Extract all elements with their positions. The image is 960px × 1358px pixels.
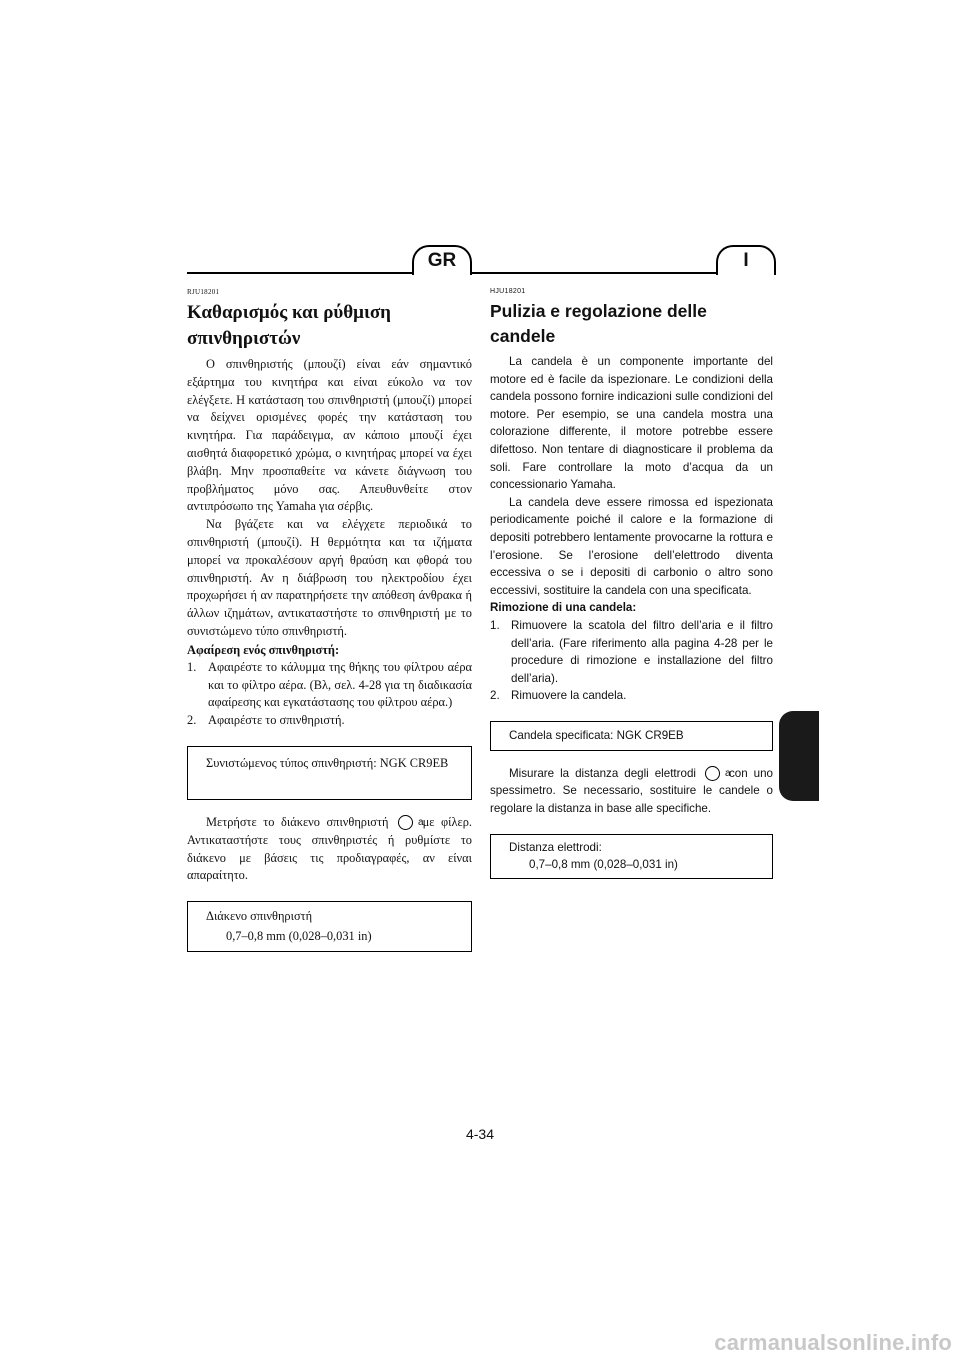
title-line-2: candele bbox=[490, 326, 556, 346]
spec-box bbox=[187, 746, 472, 800]
step-text: Αφαιρέστε το σπινθηριστή. bbox=[208, 713, 345, 728]
step-text: Rimuovere la scatola del filtro dell’aria e il filtro dell’aria. (Fare riferimento alla pagina 4-28 per le procedure di rimozione e installazione del filtro dell’aria). bbox=[511, 618, 773, 685]
step-number: 1. bbox=[490, 618, 500, 632]
gap-spec-box bbox=[490, 834, 773, 879]
step-text: Αφαιρέστε το κάλυμμα της θήκης του φίλτρου αέρα και το φίλτρο αέρα. (Βλ, σελ. 4-28 για τη διαδικασία αφαίρεσης και εγκατάστασης του φίλτρου αέρα.) bbox=[208, 659, 472, 710]
steps-list bbox=[187, 659, 472, 730]
section-code: HJU18201 bbox=[490, 288, 526, 295]
measure-text-after: con uno spessimetro. Se necessario, sostituire le candele o regolare la distanza in base alle specifiche. bbox=[490, 766, 773, 816]
step-number: 2. bbox=[490, 689, 500, 703]
paragraph-1: La candela è un componente importante del motore ed è facile da ispezionare. Le condizioni della candela possono fornire indicazioni sulle condizioni del motore. Per esempio, se una candela mostra una colorazione differente, il motore potrebbe essere difettoso. Non tentare di diagnosticare il problema da soli. Fare controllare la moto d’acqua da un concessionario Yamaha. bbox=[490, 355, 773, 492]
title-line-1: Pulizia e regolazione delle bbox=[490, 301, 707, 321]
language-badge-italian: I bbox=[716, 245, 776, 275]
italian-column bbox=[490, 288, 773, 879]
title-line-2: σπινθηριστών bbox=[187, 328, 301, 349]
title-line-1: Καθαρισμός και ρύθμιση bbox=[187, 302, 391, 323]
measure-paragraph bbox=[187, 814, 472, 885]
list-item bbox=[490, 687, 773, 705]
gap-value: 0,7–0,8 mm (0,028–0,031 in) bbox=[226, 929, 372, 944]
measure-paragraph bbox=[490, 765, 773, 818]
greek-column bbox=[187, 288, 472, 952]
page-number: 4-34 bbox=[465, 1126, 495, 1142]
spec-text: Συνιστώμενος τύπος σπινθηριστή: NGK CR9EB bbox=[206, 755, 449, 770]
list-item bbox=[187, 712, 472, 730]
section-code: RJU18201 bbox=[187, 288, 220, 296]
step-text: Rimuovere la candela. bbox=[511, 689, 627, 703]
steps-list bbox=[490, 617, 773, 705]
section-title bbox=[187, 300, 472, 352]
spec-box bbox=[490, 721, 773, 751]
gap-label: Διάκενο σπινθηριστή bbox=[206, 909, 313, 924]
marker-a-icon: a bbox=[705, 766, 720, 781]
gap-value: 0,7–0,8 mm (0,028–0,031 in) bbox=[529, 858, 678, 872]
chapter-tab bbox=[779, 711, 819, 801]
measure-text-before: Misurare la distanza degli elettrodi bbox=[509, 766, 696, 780]
spec-text: Candela specificata: NGK CR9EB bbox=[509, 728, 684, 742]
header-rule bbox=[187, 272, 774, 274]
subheading: Rimozione di una candela: bbox=[490, 601, 637, 615]
watermark: carmanualsonline.info bbox=[714, 1330, 952, 1355]
step-number: 1. bbox=[187, 659, 197, 674]
paragraph-1: Ο σπινθηριστής (μπουζί) είναι εάν σημαντικό εξάρτημα του κινητήρα και είναι εύκολο να τον ελέγξετε. Η κατάσταση του σπινθηριστή (μπουζί) μπορεί να δείχνει ορισμένες φορές την κατάσταση του κινητήρα. Για παράδειγμα, αν κάποιο μπουζί έχει αισθητά διαφορετικό χρώμα, ο κινητήρας μπορεί να έχει βλάβη. Μην προσπαθείτε να κάνετε διάγνωση του προβλήματος μόνο σας. Απευθυνθείτε στον αντιπρόσωπο της Yamaha για σέρβις. bbox=[187, 357, 472, 514]
gap-label: Distanza elettrodi: bbox=[509, 840, 602, 854]
section-title bbox=[490, 299, 773, 349]
step-number: 2. bbox=[187, 713, 197, 728]
subheading: Αφαίρεση ενός σπινθηριστή: bbox=[187, 642, 340, 657]
paragraph-2: Να βγάζετε και να ελέγχετε περιοδικά το σπινθηριστή (μπουζί). Η θερμότητα και τα ιζήματα μπορεί να προκαλέσουν αργή θραύση και φθορά του σπινθηριστή. Αν η διάβρωση του ηλεκτροδίου έχει προχωρήσει ή αν παρατηρήσετε την απόθεση άνθρακα ή άλλων ιζημάτων, αντικαταστήστε το σπινθηριστή με το συνιστώμενο τύπο σπινθηριστή. bbox=[187, 517, 472, 638]
measure-text-before: Μετρήστε το διάκενο σπινθηριστή bbox=[206, 814, 389, 829]
marker-a-icon: a bbox=[398, 815, 413, 830]
language-badge-greek: GR bbox=[412, 245, 472, 275]
paragraph-2: La candela deve essere rimossa ed ispezionata periodicamente poiché il calore e la formazione di depositi potrebbero lentamente provocarne la rottura e l’erosione. Se l’erosione dell’elettrodo diventa eccessiva o se i depositi di carbonio o altro sono eccessivi, sostituire la candela con una specificata. bbox=[490, 495, 773, 597]
list-item bbox=[187, 659, 472, 712]
gap-spec-box bbox=[187, 901, 472, 952]
list-item bbox=[490, 617, 773, 687]
measure-text-after: με φίλερ. Αντικαταστήστε τους σπινθηριστές ή ρυθμίστε το διάκενο με βάσεις τις προδιαγραφές, αν είναι απαραίτητο. bbox=[187, 814, 472, 883]
